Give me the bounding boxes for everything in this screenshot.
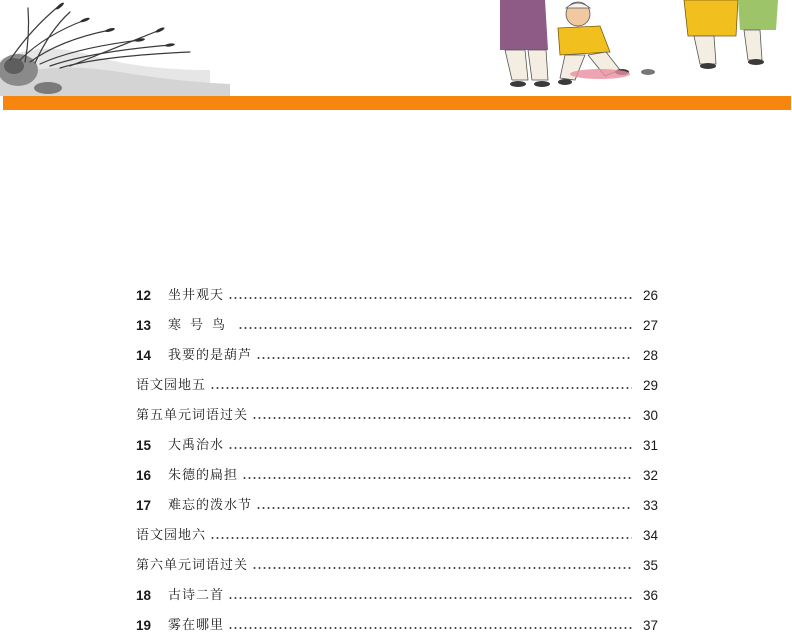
toc-entry-number: 17 — [136, 498, 152, 513]
toc-entry-title: 我要的是葫芦 — [168, 348, 253, 363]
toc-entry-page: 37 — [642, 618, 658, 633]
toc-leader-dots — [242, 477, 632, 479]
toc-entry[interactable] — [136, 461, 658, 491]
toc-entry-page: 30 — [642, 408, 658, 423]
toc-entry-page: 27 — [642, 318, 658, 333]
toc-entry-title: 雾在哪里 — [168, 618, 225, 633]
toc-entry-page: 33 — [642, 498, 658, 513]
toc-leader-dots — [228, 447, 632, 449]
toc-entry-page: 31 — [642, 438, 658, 453]
toc-entry[interactable] — [136, 401, 658, 431]
toc-entry-title: 语文园地六 — [136, 528, 207, 543]
toc-entry-title: 坐井观天 — [168, 288, 225, 303]
toc-entry-page: 34 — [642, 528, 658, 543]
toc-entry[interactable] — [136, 521, 658, 551]
ink-landscape-image — [0, 2, 230, 96]
toc-entry-page: 32 — [642, 468, 658, 483]
toc-entry-number: 12 — [136, 288, 152, 303]
toc-entry-page: 36 — [642, 588, 658, 603]
toc-leader-dots — [238, 327, 632, 329]
toc-entry[interactable] — [136, 311, 658, 341]
toc-entry[interactable] — [136, 491, 658, 521]
toc-entry-page: 26 — [642, 288, 658, 303]
toc-leader-dots — [256, 357, 632, 359]
toc-entry-title: 朱德的扁担 — [168, 468, 239, 483]
toc-entry[interactable] — [136, 431, 658, 461]
toc-entry[interactable] — [136, 611, 658, 641]
toc-entry-number: 16 — [136, 468, 152, 483]
toc-entry-title: 大禹治水 — [168, 438, 225, 453]
toc-leader-dots — [256, 507, 632, 509]
toc-leader-dots — [252, 417, 632, 419]
toc-entry[interactable] — [136, 281, 658, 311]
toc-leader-dots — [210, 387, 632, 389]
toc-entry-page: 29 — [642, 378, 658, 393]
toc-entry-title: 第六单元词语过关 — [136, 558, 249, 573]
toc-entry-number: 14 — [136, 348, 152, 363]
header-orange-bar — [3, 96, 791, 110]
toc-entry[interactable] — [136, 551, 658, 581]
toc-leader-dots — [228, 297, 632, 299]
toc-entry-title: 第五单元词语过关 — [136, 408, 249, 423]
children-illustration — [500, 0, 778, 87]
toc-entry-number: 15 — [136, 438, 152, 453]
toc-entry-title: 语文园地五 — [136, 378, 207, 393]
toc-entry-title: 古诗二首 — [168, 588, 225, 603]
toc-leader-dots — [228, 597, 632, 599]
toc-entry-number: 19 — [136, 618, 152, 633]
toc-leader-dots — [210, 537, 632, 539]
toc-entry-page: 28 — [642, 348, 658, 363]
toc-entry-number: 13 — [136, 318, 152, 333]
toc-entry[interactable] — [136, 341, 658, 371]
toc-entry[interactable] — [136, 581, 658, 611]
toc-entry-page: 35 — [642, 558, 658, 573]
toc-entry-title: 寒号鸟 — [168, 318, 235, 333]
header-illustration — [0, 0, 792, 96]
toc-leader-dots — [228, 627, 632, 629]
toc-leader-dots — [252, 567, 632, 569]
toc-entry[interactable] — [136, 371, 658, 401]
table-of-contents — [136, 281, 658, 641]
toc-entry-number: 18 — [136, 588, 152, 603]
toc-entry-title: 难忘的泼水节 — [168, 498, 253, 513]
